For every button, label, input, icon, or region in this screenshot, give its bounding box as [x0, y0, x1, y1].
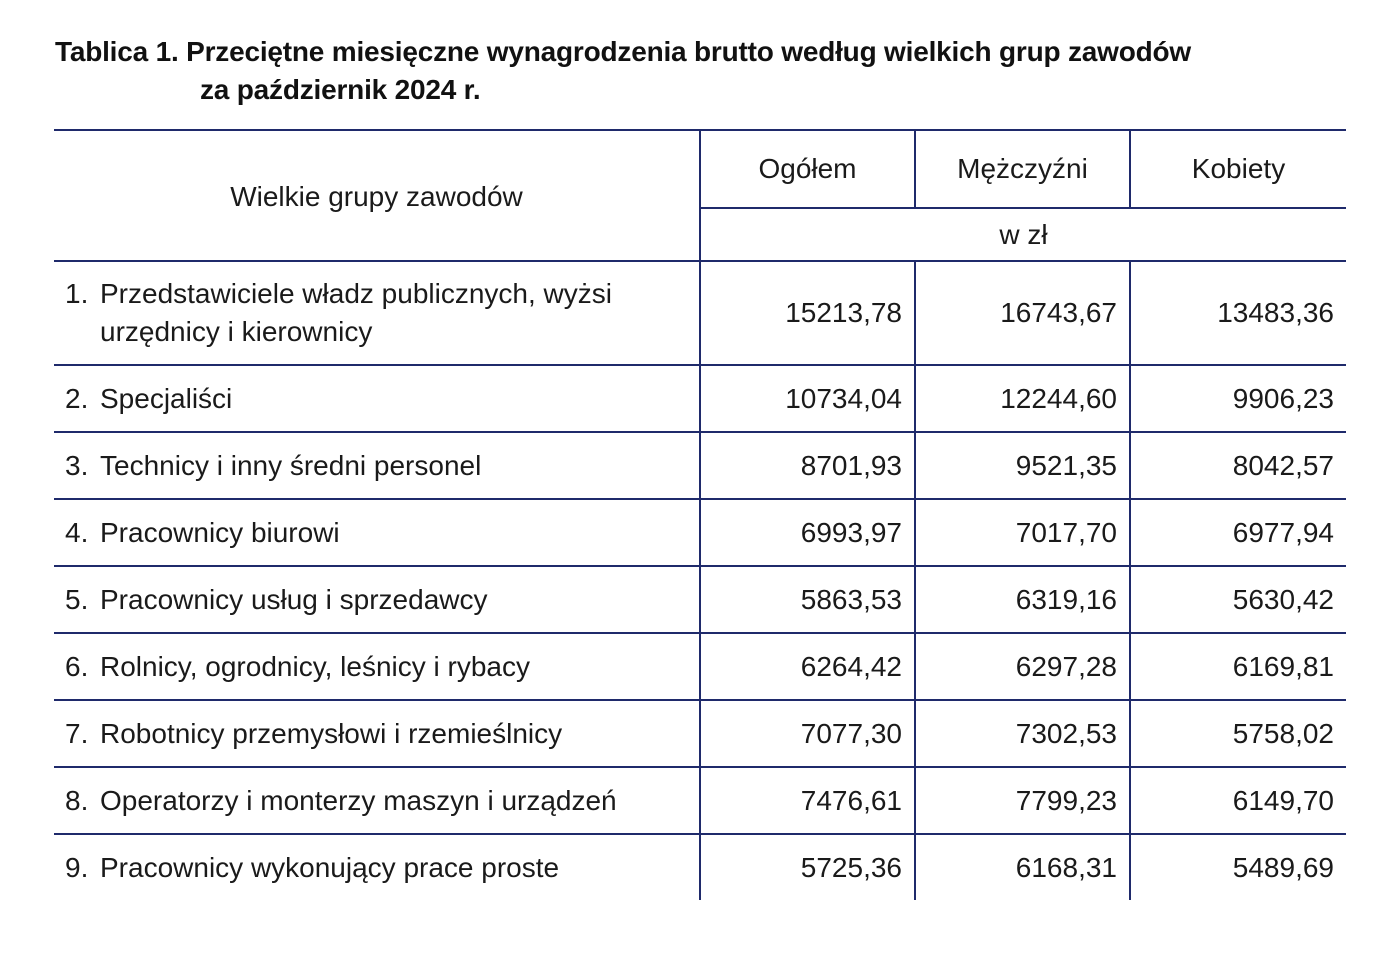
- wage-total-cell: 7476,61: [700, 767, 915, 834]
- occupation-group-cell: [54, 834, 700, 900]
- wage-total-cell: 5725,36: [700, 834, 915, 900]
- occupation-group-label: Rolnicy, ogrodnicy, leśnicy i rybacy: [100, 650, 531, 682]
- wage-men-cell: 12244,60: [915, 365, 1130, 432]
- row-number: 3.: [65, 449, 89, 481]
- wage-women-cell: 6169,81: [1130, 633, 1346, 700]
- wage-total-cell: 6993,97: [700, 499, 915, 566]
- wage-men-cell: 6297,28: [915, 633, 1130, 700]
- wage-men-cell: 6319,16: [915, 566, 1130, 633]
- wage-total-cell: 15213,78: [700, 261, 915, 365]
- wage-women-cell: 5630,42: [1130, 566, 1346, 633]
- wage-total-cell: 5863,53: [700, 566, 915, 633]
- wage-total-cell: 6264,42: [700, 633, 915, 700]
- row-number: 2.: [65, 382, 89, 414]
- occupation-group-cell: [54, 365, 700, 432]
- occupation-group-label: Przedstawiciele władz publicznych, wyżsi urzędnicy i kierownicy: [100, 278, 612, 347]
- occupation-group-label: Technicy i inny średni personel: [100, 449, 482, 481]
- row-number: 4.: [65, 516, 89, 548]
- wage-women-cell: 6977,94: [1130, 499, 1346, 566]
- table-row: [54, 834, 1346, 900]
- occupation-group-cell: [54, 499, 700, 566]
- table-title-line1: Tablica 1. Przeciętne miesięczne wynagrodzenia brutto według wielkich grup zawodów: [55, 36, 1192, 67]
- wage-women-cell: 13483,36: [1130, 261, 1346, 365]
- table-row: [54, 633, 1346, 700]
- wage-men-cell: 7302,53: [915, 700, 1130, 767]
- table-title: [55, 33, 1355, 109]
- table-body: [54, 261, 1346, 900]
- occupation-group-label: Pracownicy wykonujący prace proste: [100, 851, 560, 883]
- occupation-group-cell: [54, 566, 700, 633]
- table-row: [54, 432, 1346, 499]
- row-number: 1.: [65, 278, 89, 309]
- table-row: [54, 767, 1346, 834]
- header-men: Mężczyźni: [915, 130, 1130, 208]
- header-total: Ogółem: [700, 130, 915, 208]
- occupation-group-cell: [54, 261, 700, 365]
- row-number: 6.: [65, 650, 89, 682]
- wage-men-cell: 16743,67: [915, 261, 1130, 365]
- occupation-group-label: Specjaliści: [100, 382, 233, 414]
- occupation-group-label: Pracownicy usług i sprzedawcy: [100, 583, 488, 615]
- table-row: [54, 700, 1346, 767]
- header-women: Kobiety: [1130, 130, 1346, 208]
- occupation-group-label: Robotnicy przemysłowi i rzemieślnicy: [100, 717, 563, 749]
- wages-table: [54, 129, 1346, 900]
- wage-women-cell: 6149,70: [1130, 767, 1346, 834]
- row-number: 7.: [65, 717, 89, 749]
- wage-total-cell: 8701,93: [700, 432, 915, 499]
- table-row: [54, 499, 1346, 566]
- header-occupation-groups: Wielkie grupy zawodów: [54, 130, 700, 261]
- occupation-group-label: Operatorzy i monterzy maszyn i urządzeń: [100, 784, 617, 816]
- wage-total-cell: 10734,04: [700, 365, 915, 432]
- wage-women-cell: 5489,69: [1232, 851, 1334, 883]
- table-row: [54, 566, 1346, 633]
- wage-women-cell: 9906,23: [1130, 365, 1346, 432]
- row-number: 5.: [65, 583, 89, 615]
- table-row: [54, 365, 1346, 432]
- occupation-group-cell: [54, 767, 700, 834]
- occupation-group-cell: [54, 633, 700, 700]
- table-header: [54, 130, 1346, 261]
- wage-men-cell: 6168,31: [915, 834, 1130, 900]
- wage-men-cell: 9521,35: [915, 432, 1130, 499]
- row-number: 9.: [65, 851, 89, 883]
- table-row: [54, 261, 1346, 365]
- header-unit: w zł: [700, 208, 1346, 261]
- wage-women-cell: 5758,02: [1130, 700, 1346, 767]
- table-title-line2: za październik 2024 r.: [200, 74, 481, 105]
- occupation-group-cell: [54, 700, 700, 767]
- wage-men-cell: 7799,23: [915, 767, 1130, 834]
- occupation-group-label: Pracownicy biurowi: [100, 516, 340, 548]
- occupation-group-cell: [54, 432, 700, 499]
- wage-men-cell: 7017,70: [915, 499, 1130, 566]
- wage-total-cell: 7077,30: [700, 700, 915, 767]
- row-number: 8.: [65, 784, 89, 816]
- wage-women-cell: 8042,57: [1130, 432, 1346, 499]
